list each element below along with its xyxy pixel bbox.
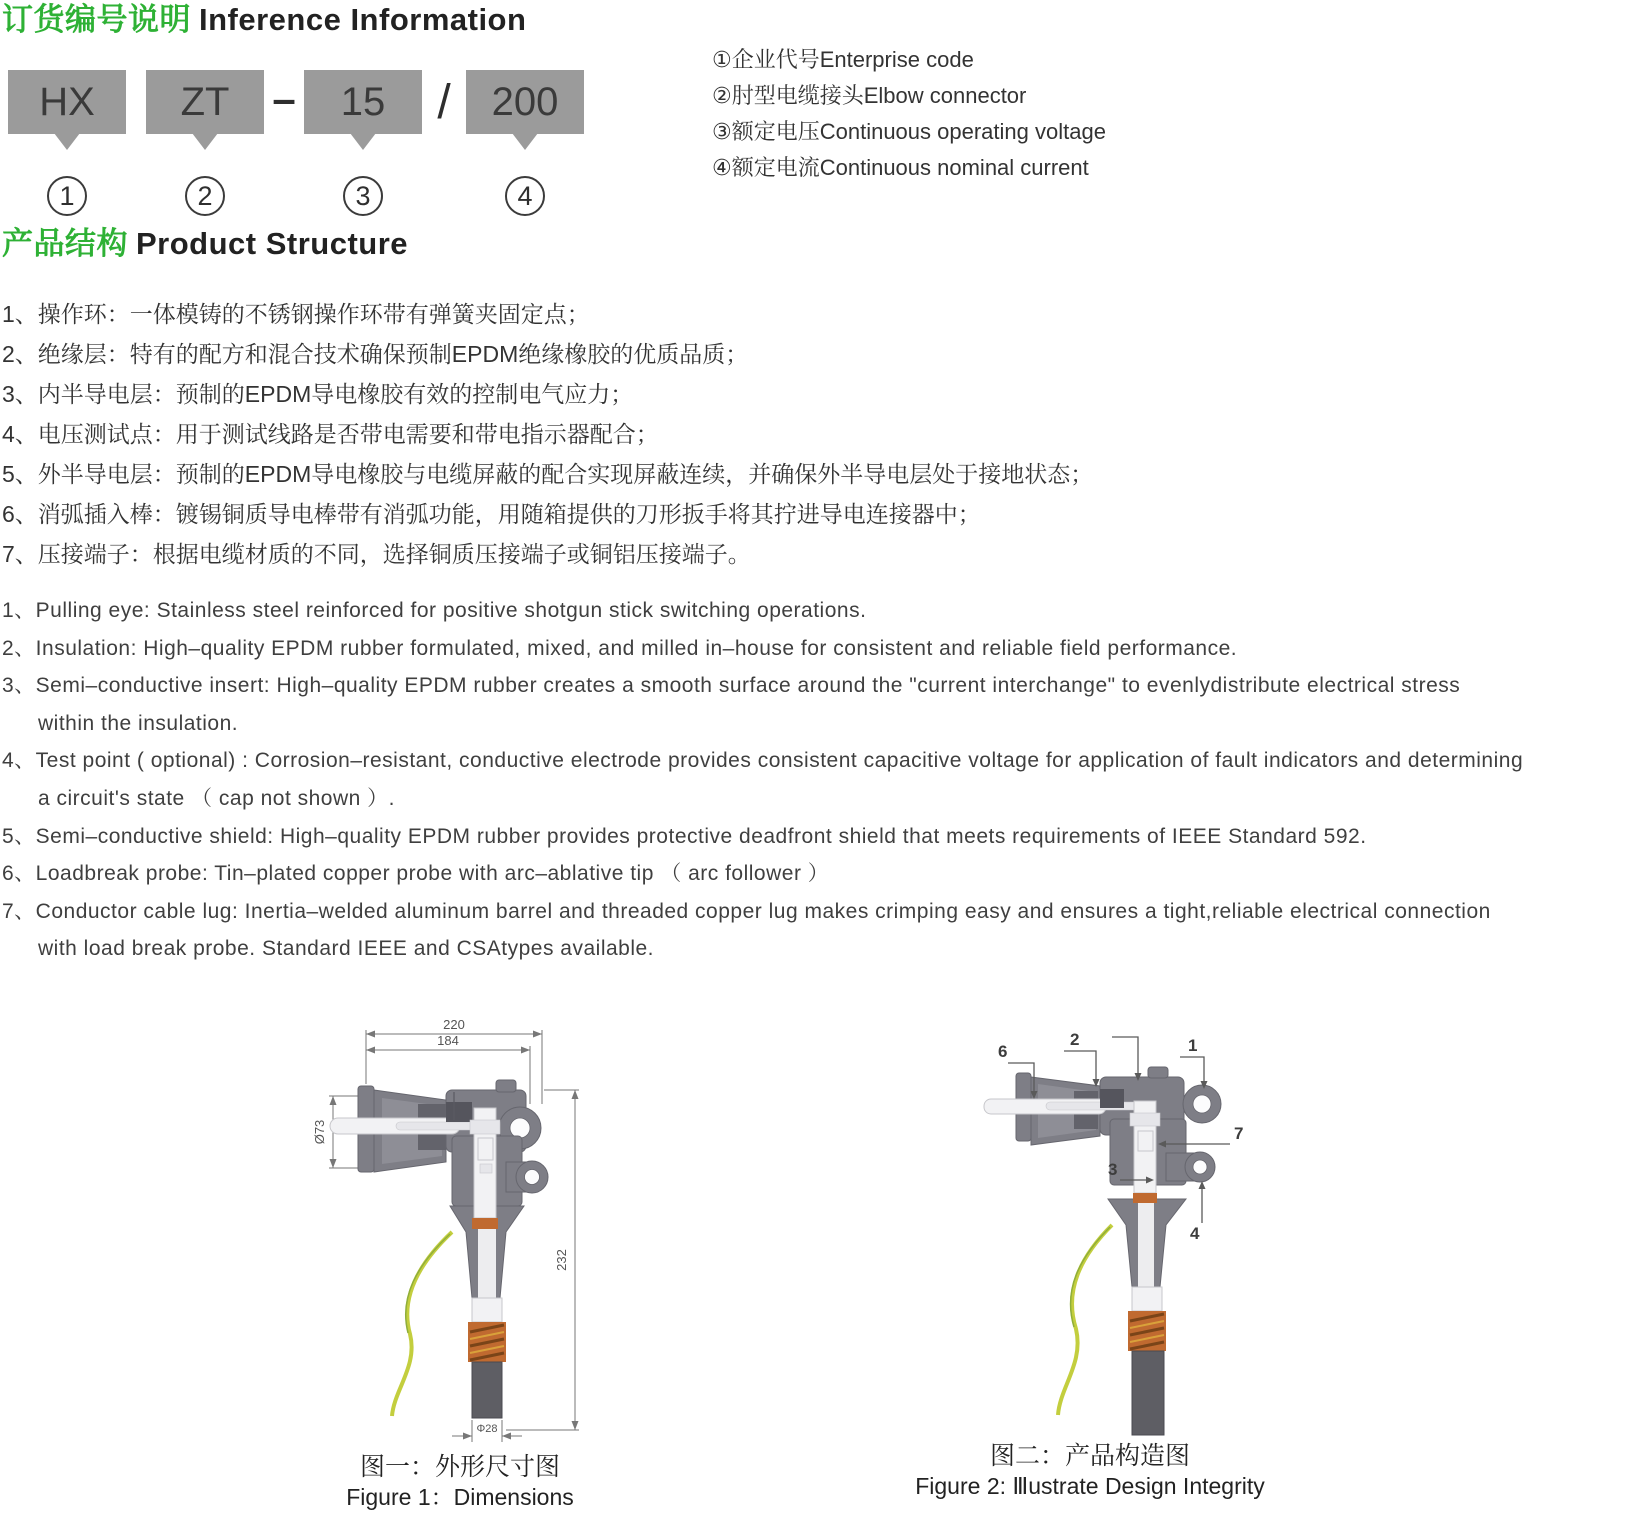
pointer-triangle [54, 133, 80, 150]
marker-circle-3: 3 [343, 176, 383, 216]
cable [472, 1362, 502, 1418]
structure-item-zh: 3、内半导电层：预制的EPDM导电橡胶有效的控制电气应力； [2, 381, 634, 407]
test-point-seal [1100, 1089, 1124, 1108]
code-separator-slash: / [437, 75, 451, 129]
code-box-voltage [304, 70, 422, 134]
code-box-type [146, 70, 264, 134]
cable [1132, 1351, 1164, 1435]
figure1-caption-en: Figure 1：Dimensions [346, 1484, 574, 1510]
structure-item-zh: 1、操作环：一体模铸的不锈钢操作环带有弹簧夹固定点； [2, 301, 590, 327]
copper-band [472, 1218, 498, 1229]
code-legend [712, 42, 1106, 186]
structure-item-en: 5、Semi–conductive shield: High–quality EPDM rubber provides protective deadfront shield that meets requirements of IEEE Standard 592. [2, 824, 1367, 848]
figure2-drawing [950, 985, 1290, 1440]
marker-circle-1: 1 [47, 176, 87, 216]
structure-item-zh: 4、电压测试点：用于测试线路是否带电需要和带电指示器配合； [2, 421, 659, 447]
dim-dia-28: Φ28 [476, 1423, 498, 1435]
figure1-elbow-body [330, 1080, 548, 1418]
figure2-elbow-body [984, 1067, 1221, 1435]
legend-line-elbow: ②肘型电缆接头Elbow connector [712, 83, 1027, 108]
marker-circle-4: 4 [505, 176, 545, 216]
spiral-wrap [468, 1322, 506, 1362]
structure-section-title [2, 218, 408, 263]
callout-7: 7 [1234, 1124, 1244, 1143]
copper-band [1133, 1193, 1157, 1203]
dim-184: 184 [437, 1033, 459, 1048]
dim-232: 232 [554, 1249, 569, 1271]
structure-item-zh: 2、绝缘层：特有的配方和混合技术确保预制EPDM绝缘橡胶的优质品质； [2, 341, 749, 367]
structure-item-en: 4、Test point ( optional) : Corrosion–resistant, conductive electrode provides consistent capacitive voltage for application of fault indicators and determining [2, 749, 1524, 773]
callout-2: 2 [1070, 1030, 1080, 1049]
pointer-triangle [350, 133, 376, 150]
code-box-current [466, 70, 584, 134]
code-box-enterprise-label: HX [39, 79, 95, 124]
structure-item-en-cont: within the insulation. [38, 711, 239, 735]
structure-list-zh [2, 294, 1093, 574]
structure-title-zh: 产品结构 [2, 226, 128, 261]
structure-item-zh: 6、消弧插入棒：镀锡铜质导电棒带有消弧功能，用随箱提供的刀形扳手将其拧进导电连接器中； [2, 501, 981, 527]
figure1-caption-zh: 图一：外形尺寸图 [359, 1453, 560, 1481]
order-code-row [8, 70, 584, 134]
test-point-seal [446, 1102, 472, 1122]
structure-item-en: 3、Semi–conductive insert: High–quality EPDM rubber creates a smooth surface around the "current interchange" to evenlydistribute electrical stress [2, 674, 1461, 698]
figure1-caption [295, 1452, 625, 1512]
ordering-section-title [2, 0, 526, 39]
ground-wire [392, 1232, 452, 1416]
marker-circle-2: 2 [185, 176, 225, 216]
structure-item-en: 7、Conductor cable lug: Inertia–welded aluminum barrel and threaded copper lug makes crimping easy and ensures a tight,reliable electrical connection [2, 899, 1491, 923]
figure2-caption-en: Figure 2: Ⅲustrate Design Integrity [915, 1473, 1265, 1499]
code-box-type-label: ZT [180, 79, 230, 124]
pointer-triangle [192, 133, 218, 150]
structure-item-en: 1、Pulling eye: Stainless steel reinforced for positive shotgun stick switching operations. [2, 599, 867, 622]
structure-item-en: 2、Insulation: High–quality EPDM rubber formulated, mixed, and milled in–house for consistent and reliable field performance. [2, 636, 1238, 660]
callout-3: 3 [1108, 1160, 1118, 1179]
structure-item-zh: 5、外半导电层：预制的EPDM导电橡胶与电缆屏蔽的配合实现屏蔽连续，并确保外半导电层处于接地状态； [2, 461, 1094, 487]
code-box-enterprise [8, 70, 126, 134]
structure-title-en: Product Structure [136, 226, 409, 261]
legend-line-current: ④额定电流Continuous nominal current [712, 155, 1089, 180]
figure2-caption [880, 1441, 1300, 1501]
legend-line-voltage: ③额定电压Continuous operating voltage [712, 119, 1106, 144]
structure-item-zh: 7、压接端子：根据电缆材质的不同，选择铜质压接端子或铜铝压接端子。 [2, 541, 751, 567]
dim-220: 220 [443, 1017, 465, 1032]
code-separator-dash: – [272, 75, 296, 122]
code-box-current-label: 200 [491, 79, 559, 124]
ordering-title-zh: 订货编号说明 [2, 2, 191, 37]
spiral-wrap [1128, 1311, 1166, 1351]
structure-list-en [2, 592, 1523, 968]
structure-item-en: 6、Loadbreak probe: Tin–plated copper probe with arc–ablative tip （ arc follower ） [2, 862, 830, 886]
legend-line-enterprise: ①企业代号Enterprise code [712, 47, 974, 72]
structure-item-en-cont: a circuit's state （ cap not shown ）. [38, 786, 395, 810]
callout-6: 6 [998, 1042, 1008, 1061]
figure1-drawing [300, 990, 620, 1455]
structure-item-en-cont: with load break probe. Standard IEEE and CSAtypes available. [38, 937, 655, 961]
callout-4: 4 [1190, 1224, 1200, 1243]
dim-dia-73: Ø73 [312, 1119, 327, 1145]
ordering-title-en: Inference Information [199, 2, 527, 37]
figure2-caption-zh: 图二：产品构造图 [989, 1442, 1190, 1470]
ground-wire [1058, 1225, 1112, 1415]
callout-1: 1 [1188, 1036, 1198, 1055]
pointer-triangle [512, 133, 538, 150]
code-box-voltage-label: 15 [340, 79, 386, 124]
